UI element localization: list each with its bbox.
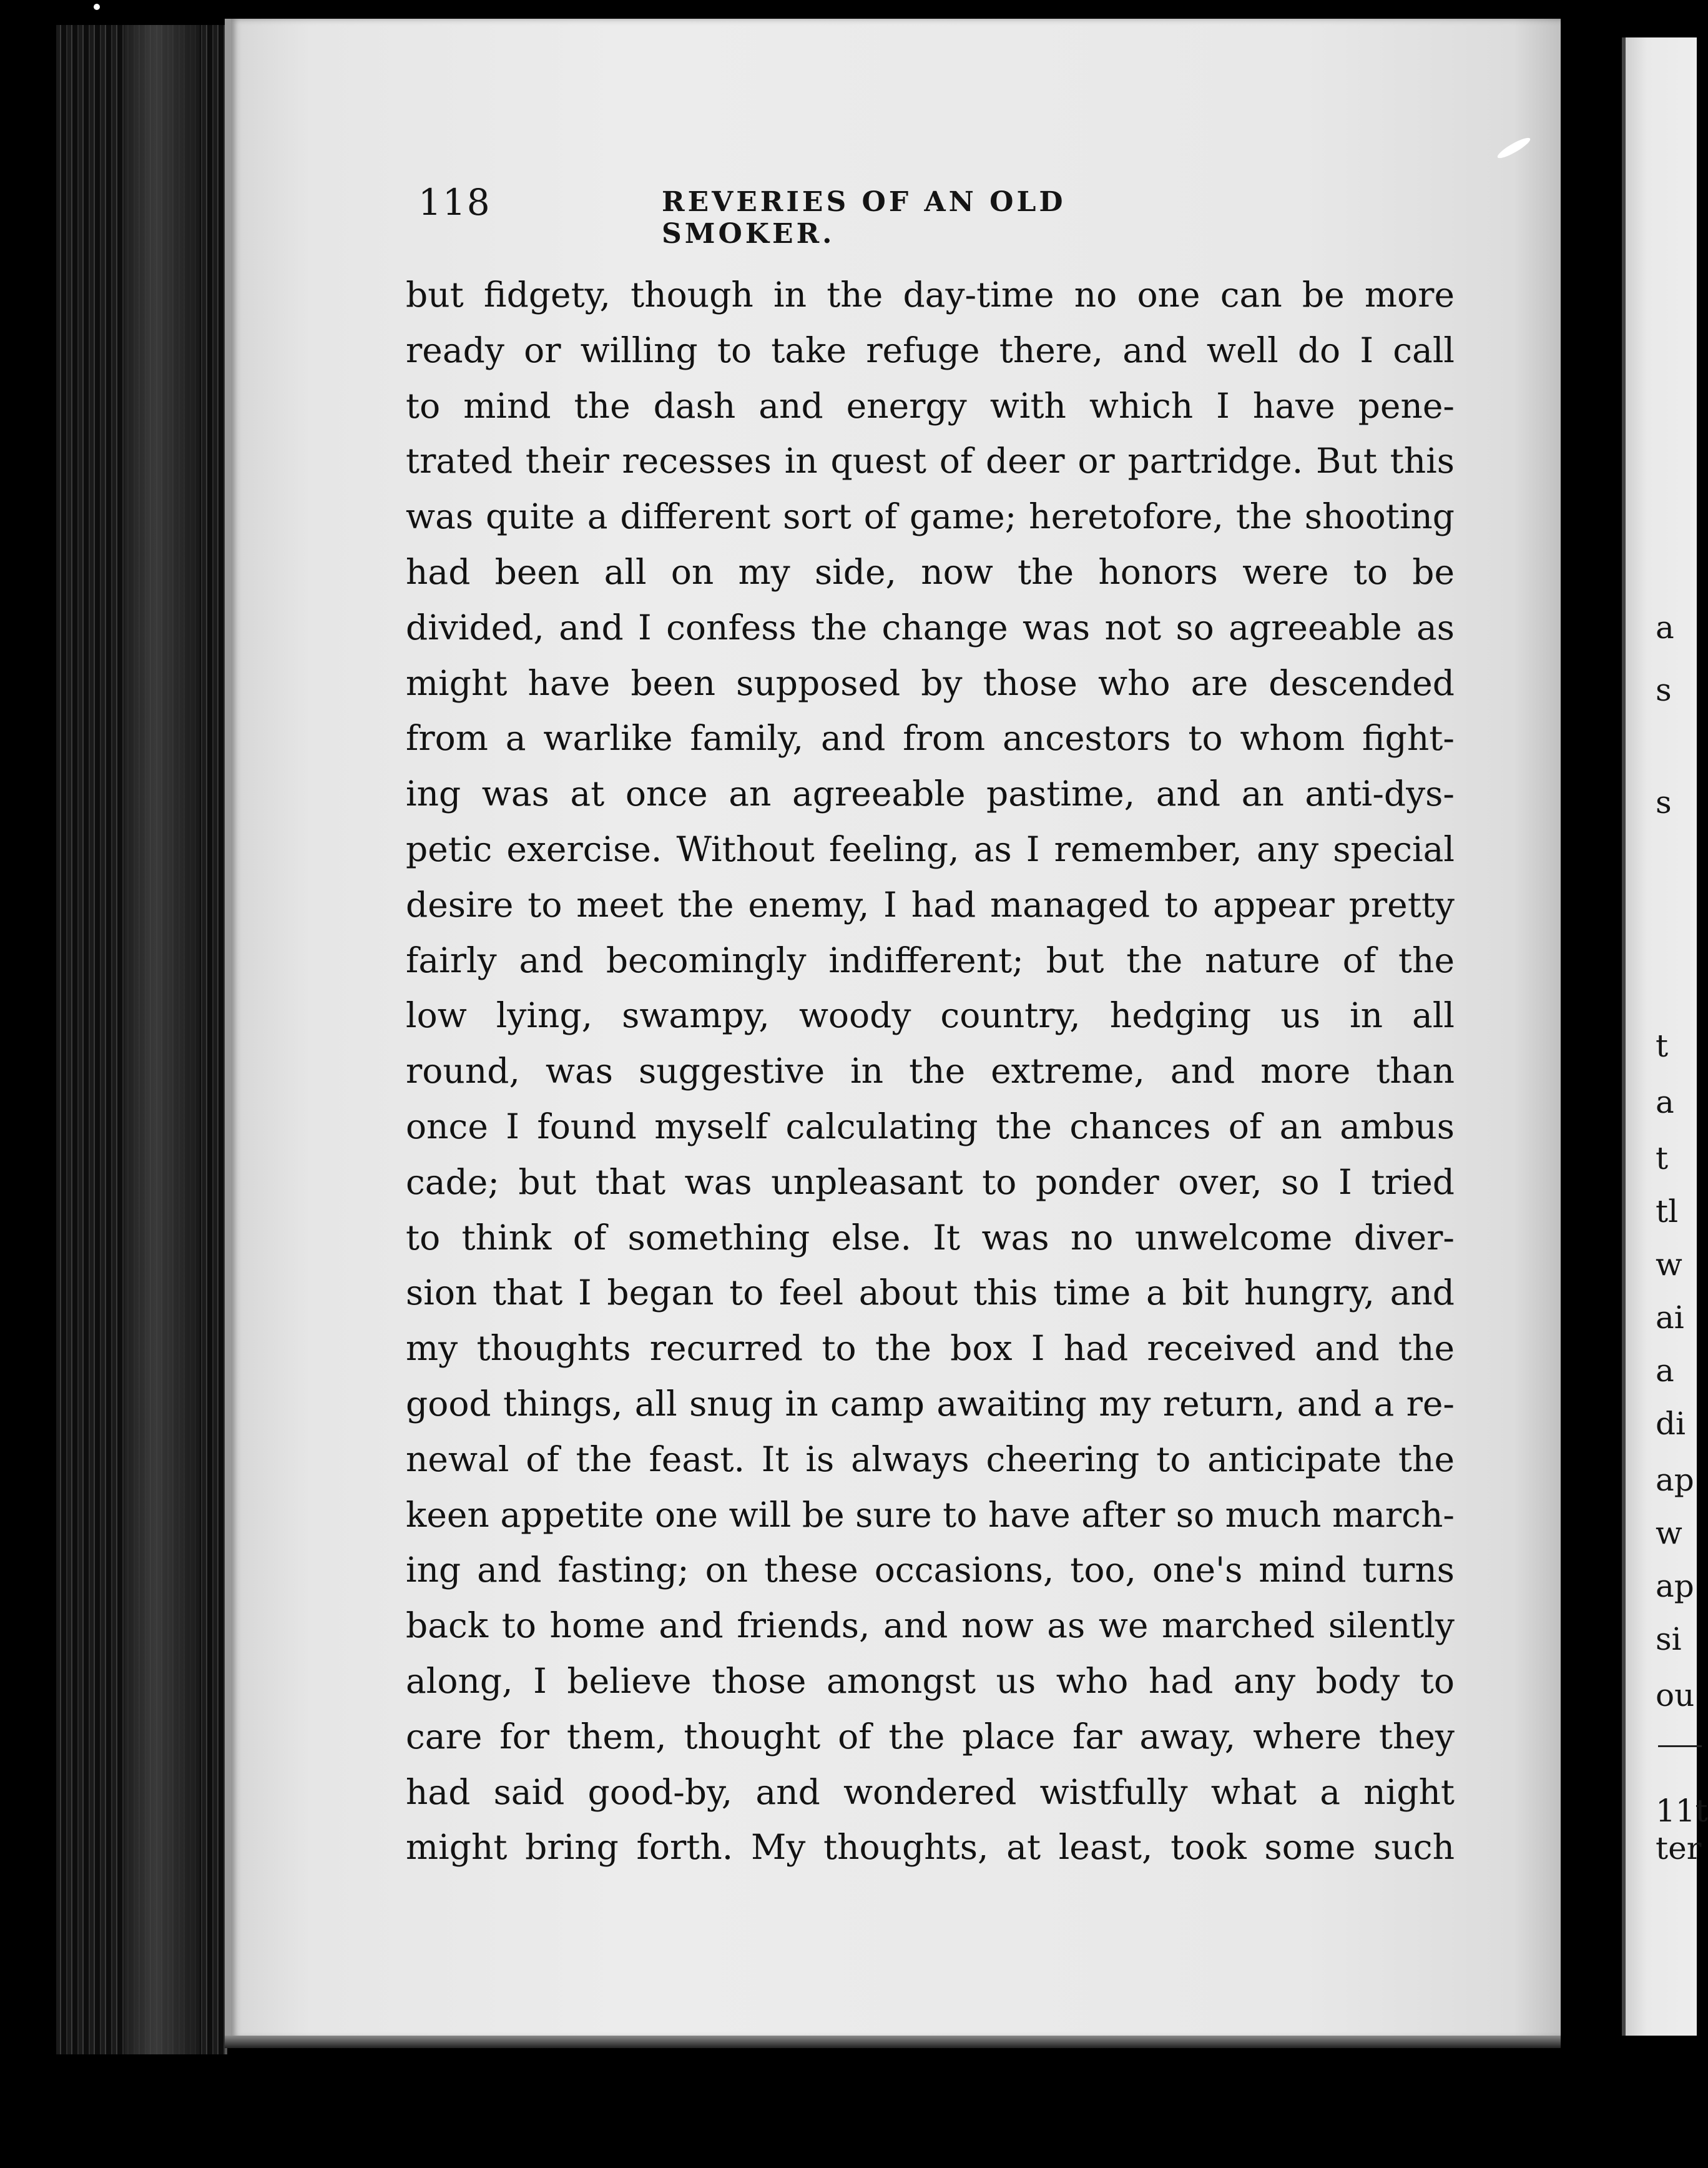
scan-speck (94, 4, 100, 10)
facing-text-fragment: s (1656, 784, 1672, 820)
text-line: might have been supposed by those who are descended (406, 663, 1455, 703)
facing-text-fragment: ter (1656, 1830, 1702, 1866)
text-line: round, was suggestive in the extreme, and more than (406, 1051, 1455, 1091)
text-line: divided, and I confess the change was not so agreeable as (406, 607, 1455, 648)
text-line: my thoughts recurred to the box I had received and the (406, 1328, 1455, 1369)
facing-text-fragment: ou (1656, 1677, 1695, 1713)
body-text (406, 267, 1455, 1875)
text-line: desire to meet the enemy, I had managed to appear pretty (406, 884, 1455, 925)
facing-text-fragment: tl (1656, 1193, 1679, 1229)
text-line: care for them, thought of the place far away, where they (406, 1716, 1455, 1757)
text-line: to mind the dash and energy with which I have pene- (406, 385, 1455, 426)
text-line: ing was at once an agreeable pastime, and an anti-dys- (406, 774, 1455, 814)
text-line: but fidgety, though in the day-time no one can be more (406, 275, 1455, 315)
text-line: was quite a different sort of game; heretofore, the shooting (406, 496, 1455, 537)
facing-text-fragment: 11t (1656, 1793, 1708, 1829)
text-line: good things, all snug in camp awaiting my return, and a re- (406, 1383, 1455, 1424)
facing-text-fragment: di (1656, 1406, 1686, 1442)
text-line: keen appetite one will be sure to have after so much march- (406, 1494, 1455, 1535)
facing-page (1622, 37, 1708, 2036)
running-head (418, 181, 1230, 250)
facing-text-fragment: a (1656, 1084, 1674, 1120)
facing-text-fragment: t (1656, 1140, 1669, 1176)
facing-text-fragment: a (1656, 1353, 1674, 1389)
text-line: to think of something else. It was no unwelcome diver- (406, 1217, 1455, 1258)
facing-text-fragment: ai (1656, 1299, 1684, 1336)
text-line: had said good-by, and wondered wistfully what a night (406, 1771, 1455, 1812)
text-line: along, I believe those amongst us who had any body to (406, 1660, 1455, 1701)
facing-text-fragment: ap (1656, 1568, 1694, 1604)
facing-text-fragment: si (1656, 1621, 1682, 1657)
text-line: trated their recesses in quest of deer or partridge. But this (406, 441, 1455, 481)
text-line: ready or willing to take refuge there, and well do I call (406, 330, 1455, 370)
facing-text-fragment: t (1656, 1028, 1669, 1064)
facing-footnote-rule (1658, 1745, 1702, 1747)
text-line: might bring forth. My thoughts, at least, took some such (406, 1827, 1455, 1868)
text-line: low lying, swampy, woody country, hedging us in all (406, 995, 1455, 1036)
facing-text-fragment: s (1656, 672, 1672, 708)
facing-text-fragment: w (1656, 1515, 1682, 1551)
text-line: ing and fasting; on these occasions, too, one's mind turns (406, 1550, 1455, 1590)
page-number: 118 (418, 181, 491, 224)
page-bottom-edge (225, 2036, 1561, 2048)
text-line: once I found myself calculating the chances of an ambus (406, 1106, 1455, 1146)
text-line: from a warlike family, and from ancestors to whom fight- (406, 718, 1455, 759)
facing-text-fragment: w (1656, 1246, 1682, 1283)
text-line: back to home and friends, and now as we marched silently (406, 1605, 1455, 1646)
running-title: REVERIES OF AN OLD SMOKER. (662, 186, 1066, 250)
text-line: sion that I began to feel about this time a bit hungry, and (406, 1273, 1455, 1313)
facing-text-fragment: a (1656, 609, 1674, 646)
facing-text-fragment: ap (1656, 1462, 1694, 1498)
text-line: cade; but that was unpleasant to ponder over, so I tried (406, 1161, 1455, 1202)
text-line: fairly and becomingly indifferent; but the nature of the (406, 940, 1455, 980)
text-line: had been all on my side, now the honors were to be (406, 551, 1455, 592)
page-edges (56, 25, 227, 2054)
text-line: petic exercise. Without feeling, as I remember, any special (406, 829, 1455, 869)
text-line: newal of the feast. It is always cheering to anticipate the (406, 1439, 1455, 1479)
